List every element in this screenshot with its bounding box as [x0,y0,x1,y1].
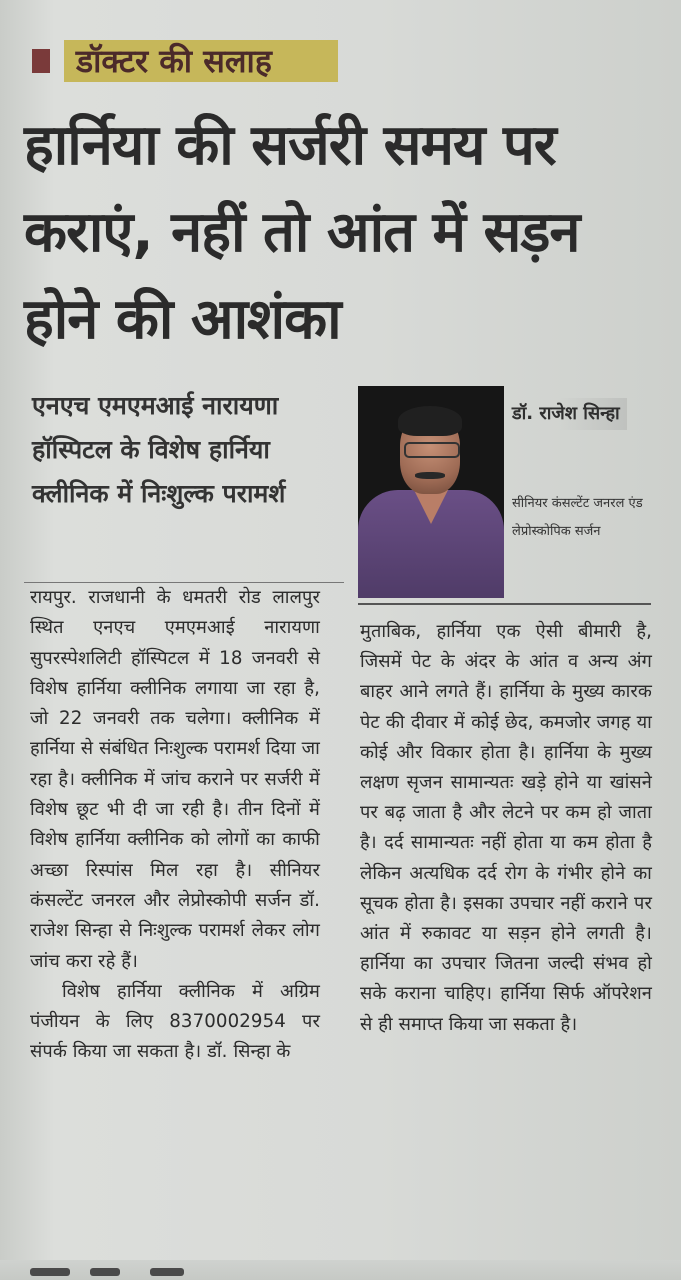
bottom-edge [0,1260,681,1280]
photo-moustache [415,472,445,479]
bottom-text-fragment [90,1268,120,1276]
doctor-title: सीनियर कंसल्टेंट जनरल एंड लेप्रोस्कोपिक सर्जन [512,496,643,539]
deck-subheadline: एनएच एमएमआई नारायणा हॉस्पिटल के विशेष हार्निया क्लीनिक में निःशुल्क परामर्श [32,391,286,508]
headline: हार्निया की सर्जरी समय पर कराएं, नहीं तो आंत में सड़न होने की आशंका [24,113,580,352]
bottom-text-fragment [30,1268,70,1276]
left-paragraph-1: रायपुर. राजधानी के धमतरी रोड लालपुर स्थित एनएच एमएमआई नारायणा सुपरस्पेशलिटी हॉस्पिटल में 18 जनवरी से विशेष हार्निया क्लीनिक लगाया जा रहा है, जो 22 जनवरी तक चलेगा। क्लीनिक में हार्निया से संबंधित निःशुल्क परामर्श दिया जा रहा है। क्लीनिक में जांच कराने पर सर्जरी में विशेष छूट भी दी जा रही है। तीन दिनों में विशेष हार्निया क्लीनिक को लोगों का काफी अच्छा रिस्पांस मिल रहा है। सीनियर कंसल्टेंट जनरल और लेप्रोस्कोपी सर्जन डॉ. राजेश सिन्हा से निःशुल्क परामर्श लेकर लोग जांच करा रहे हैं। [30,587,320,972]
section-tag [32,40,338,82]
left-paragraph-2: विशेष हार्निया क्लीनिक में अग्रिम पंजीयन के लिए 8370002954 पर संपर्क किया जा सकता है। डॉ. सिन्हा के [30,980,320,1063]
column-divider [358,603,651,605]
right-column [360,617,652,1040]
left-column [30,583,320,1068]
photo-glasses [404,442,460,458]
doctor-name: डॉ. राजेश सिन्हा [512,398,627,430]
tag-bullet [32,49,50,73]
doctor-photo [358,386,504,598]
photo-hair [398,406,462,436]
right-paragraph: मुताबिक, हार्निया एक ऐसी बीमारी है, जिसमें पेट के अंदर के आंत व अन्य अंग बाहर आने लगते हैं। हार्निया के मुख्य कारक पेट की दीवार में कोई छेद, कमजोर जगह या कोई और विकार होता है। हार्निया के मुख्य लक्षण सृजन सामान्यतः खड़े होने या खांसने पर बढ़ जाता है और लेटने पर कम हो जाता है। दर्द सामान्यतः नहीं होता या कम होता है लेकिन अत्यधिक दर्द रोग के गंभीर होने का सूचक होता है। इसका उपचार नहीं कराने पर आंत में रुकावट या सड़न होने लगती है। हार्निया का उपचार जितना जल्दी संभव हो सके कराना चाहिए। हार्निया सिर्फ ऑपरेशन से ही समाप्त किया जा सकता है। [360,621,652,1035]
section-tag-label: डॉक्टर की सलाह [64,40,338,82]
bottom-text-fragment [150,1268,184,1276]
